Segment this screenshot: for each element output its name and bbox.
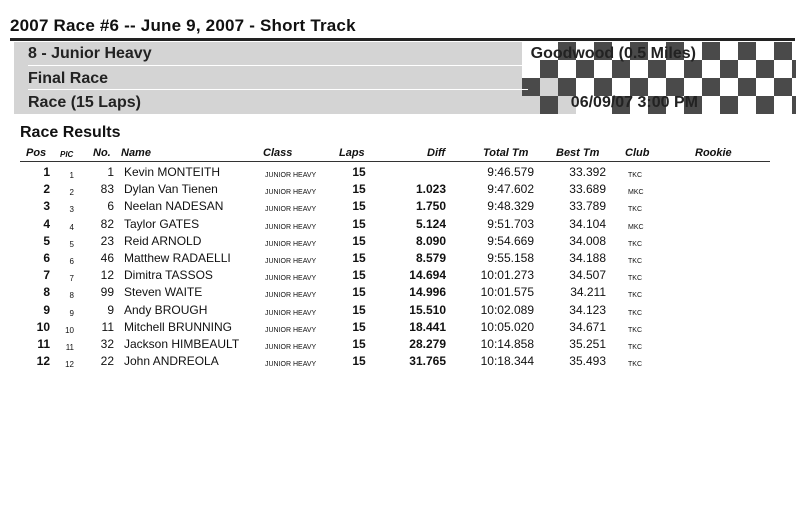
table-row xyxy=(0,234,800,251)
class-cell: JUNIOR HEAVY xyxy=(265,326,317,334)
diff-cell: 8.090 xyxy=(415,233,446,248)
diff-cell: 18.441 xyxy=(409,319,446,334)
table-row xyxy=(0,354,800,371)
best-time-cell: 34.008 xyxy=(569,233,606,248)
class-cell: JUNIOR HEAVY xyxy=(265,361,317,369)
pos-cell: 6 xyxy=(43,251,50,265)
car-number-cell: 82 xyxy=(100,216,114,231)
pos-cell: 9 xyxy=(43,302,50,317)
best-time-cell: 34.104 xyxy=(569,216,606,231)
class-line: 8 - Junior Heavy xyxy=(28,45,152,62)
total-time-cell: 9:51.703 xyxy=(487,216,534,231)
laps-cell: 15 xyxy=(352,268,366,283)
table-row xyxy=(0,337,800,354)
section-title: Race Results xyxy=(20,124,121,141)
laps-cell: 15 xyxy=(352,182,366,197)
table-row xyxy=(0,285,800,302)
laps-cell: 15 xyxy=(352,319,366,334)
pos-cell: 4 xyxy=(43,216,50,231)
driver-name-cell: Reid ARNOLD xyxy=(124,233,202,248)
driver-name-cell: Kevin MONTEITH xyxy=(124,165,221,179)
driver-name-cell: Mitchell BRUNNING xyxy=(124,319,233,334)
diff-cell: 14.996 xyxy=(409,285,446,300)
total-time-cell: 10:01.575 xyxy=(480,285,534,300)
col-header-club: Club xyxy=(625,147,650,159)
total-time-cell: 10:01.273 xyxy=(480,268,534,283)
pic-cell: 1 xyxy=(69,171,74,180)
driver-name-cell: Matthew RADAELLI xyxy=(124,251,231,265)
class-cell: JUNIOR HEAVY xyxy=(265,292,317,300)
class-cell: JUNIOR HEAVY xyxy=(265,206,317,214)
pos-cell: 11 xyxy=(37,337,50,351)
col-header-total: Total Tm xyxy=(483,147,529,159)
car-number-cell: 99 xyxy=(100,285,114,300)
class-cell: JUNIOR HEAVY xyxy=(265,172,317,179)
pos-cell: 7 xyxy=(43,268,50,283)
col-header-rookie: Rookie xyxy=(695,147,732,159)
class-cell: JUNIOR HEAVY xyxy=(265,309,317,317)
class-cell: JUNIOR HEAVY xyxy=(265,240,317,248)
race-datetime: 06/09/07 3:00 PM xyxy=(570,94,698,111)
club-cell: TKC xyxy=(628,172,642,179)
header-rule xyxy=(20,161,770,162)
club-cell: TKC xyxy=(628,292,642,300)
car-number-cell: 46 xyxy=(100,251,114,265)
report-title: 2007 Race #6 -- June 9, 2007 - Short Track xyxy=(10,16,356,35)
diff-cell: 28.279 xyxy=(409,337,446,351)
table-row xyxy=(0,268,800,285)
title-rule xyxy=(10,38,795,41)
class-cell: JUNIOR HEAVY xyxy=(265,223,317,231)
pic-cell: 5 xyxy=(69,239,74,249)
laps-cell: 15 xyxy=(352,285,366,300)
car-number-cell: 23 xyxy=(100,233,114,248)
driver-name-cell: Neelan NADESAN xyxy=(124,199,224,214)
driver-name-cell: Dylan Van Tienen xyxy=(124,182,218,197)
col-header-laps: Laps xyxy=(339,147,365,159)
laps-cell: 15 xyxy=(352,251,366,265)
club-cell: TKC xyxy=(628,361,642,369)
total-time-cell: 10:14.858 xyxy=(480,337,534,351)
car-number-cell: 9 xyxy=(107,302,114,317)
laps-cell: 15 xyxy=(352,302,366,317)
pos-cell: 2 xyxy=(43,182,50,197)
best-time-cell: 33.789 xyxy=(569,199,606,214)
pos-cell: 5 xyxy=(43,233,50,248)
best-time-cell: 34.123 xyxy=(569,302,606,317)
table-row xyxy=(0,165,800,182)
driver-name-cell: Jackson HIMBEAULT xyxy=(124,337,240,351)
car-number-cell: 11 xyxy=(101,319,114,334)
table-row xyxy=(0,303,800,320)
table-row xyxy=(0,182,800,199)
class-cell: JUNIOR HEAVY xyxy=(265,258,317,265)
total-time-cell: 9:55.158 xyxy=(487,251,534,265)
diff-cell: 1.750 xyxy=(415,199,446,214)
track-name: Goodwood (0.5 Miles) xyxy=(530,45,696,62)
banner-divider xyxy=(28,89,528,90)
col-header-class: Class xyxy=(263,147,293,159)
laps-cell: 15 xyxy=(352,354,366,369)
best-time-cell: 34.507 xyxy=(569,268,606,283)
diff-cell: 31.765 xyxy=(409,354,446,369)
class-cell: JUNIOR HEAVY xyxy=(265,275,317,283)
col-header-pic: PIC xyxy=(60,150,74,159)
diff-cell: 1.023 xyxy=(415,182,446,197)
club-cell: TKC xyxy=(628,275,642,283)
car-number-cell: 12 xyxy=(100,268,114,283)
banner-divider xyxy=(28,65,528,66)
best-time-cell: 33.392 xyxy=(569,165,606,179)
pic-cell: 9 xyxy=(69,308,74,318)
col-header-best: Best Tm xyxy=(556,147,600,159)
best-time-cell: 35.251 xyxy=(569,337,606,351)
table-row xyxy=(0,251,800,268)
diff-cell: 5.124 xyxy=(415,216,446,231)
total-time-cell: 9:48.329 xyxy=(487,199,534,214)
table-row xyxy=(0,217,800,234)
club-cell: TKC xyxy=(628,309,642,317)
best-time-cell: 34.188 xyxy=(569,251,606,265)
race-laps: Race (15 Laps) xyxy=(28,94,141,111)
driver-name-cell: Taylor GATES xyxy=(124,216,200,231)
pic-cell: 2 xyxy=(69,188,74,198)
table-row xyxy=(0,199,800,216)
pic-cell: 12 xyxy=(65,360,74,370)
laps-cell: 15 xyxy=(352,337,366,351)
club-cell: MKC xyxy=(628,189,644,197)
col-header-diff: Diff xyxy=(427,147,446,159)
club-cell: TKC xyxy=(628,258,642,265)
car-number-cell: 1 xyxy=(107,165,114,179)
driver-name-cell: John ANDREOLA xyxy=(124,354,219,369)
race-type: Final Race xyxy=(28,70,109,87)
laps-cell: 15 xyxy=(352,165,366,179)
club-cell: TKC xyxy=(628,206,642,214)
total-time-cell: 9:46.579 xyxy=(487,165,534,179)
pic-cell: 3 xyxy=(69,205,74,215)
total-time-cell: 10:18.344 xyxy=(480,354,534,369)
club-cell: TKC xyxy=(628,326,642,334)
club-cell: TKC xyxy=(628,240,642,248)
best-time-cell: 34.671 xyxy=(569,319,606,334)
club-cell: MKC xyxy=(628,223,644,231)
pos-cell: 8 xyxy=(43,285,50,300)
total-time-cell: 10:02.089 xyxy=(480,302,534,317)
driver-name-cell: Steven WAITE xyxy=(124,285,203,300)
total-time-cell: 9:47.602 xyxy=(487,182,534,197)
laps-cell: 15 xyxy=(352,233,366,248)
best-time-cell: 35.493 xyxy=(569,354,606,369)
car-number-cell: 83 xyxy=(100,182,114,197)
car-number-cell: 6 xyxy=(107,199,114,214)
club-cell: TKC xyxy=(628,344,642,351)
pic-cell: 7 xyxy=(69,274,74,284)
best-time-cell: 33.689 xyxy=(569,182,606,197)
pic-cell: 11 xyxy=(65,343,74,352)
col-header-pos: Pos xyxy=(26,147,47,159)
class-cell: JUNIOR HEAVY xyxy=(265,189,317,197)
pos-cell: 12 xyxy=(36,354,50,369)
pic-cell: 4 xyxy=(69,222,74,232)
race-banner xyxy=(14,42,796,114)
laps-cell: 15 xyxy=(352,199,366,214)
col-header-no: No. xyxy=(93,147,111,159)
laps-cell: 15 xyxy=(352,216,366,231)
car-number-cell: 22 xyxy=(100,354,114,369)
col-header-name: Name xyxy=(121,147,151,159)
pos-cell: 3 xyxy=(43,199,50,214)
diff-cell: 14.694 xyxy=(409,268,446,283)
car-number-cell: 32 xyxy=(100,337,114,351)
class-cell: JUNIOR HEAVY xyxy=(265,344,317,351)
pic-cell: 6 xyxy=(69,257,74,266)
diff-cell: 15.510 xyxy=(409,302,446,317)
table-row xyxy=(0,320,800,337)
pos-cell: 10 xyxy=(36,319,50,334)
diff-cell: 8.579 xyxy=(415,251,446,265)
pic-cell: 8 xyxy=(69,291,74,301)
driver-name-cell: Andy BROUGH xyxy=(124,302,208,317)
driver-name-cell: Dimitra TASSOS xyxy=(124,268,213,283)
pos-cell: 1 xyxy=(43,165,50,179)
pic-cell: 10 xyxy=(65,325,74,335)
total-time-cell: 10:05.020 xyxy=(480,319,534,334)
total-time-cell: 9:54.669 xyxy=(487,233,534,248)
best-time-cell: 34.211 xyxy=(570,285,606,300)
